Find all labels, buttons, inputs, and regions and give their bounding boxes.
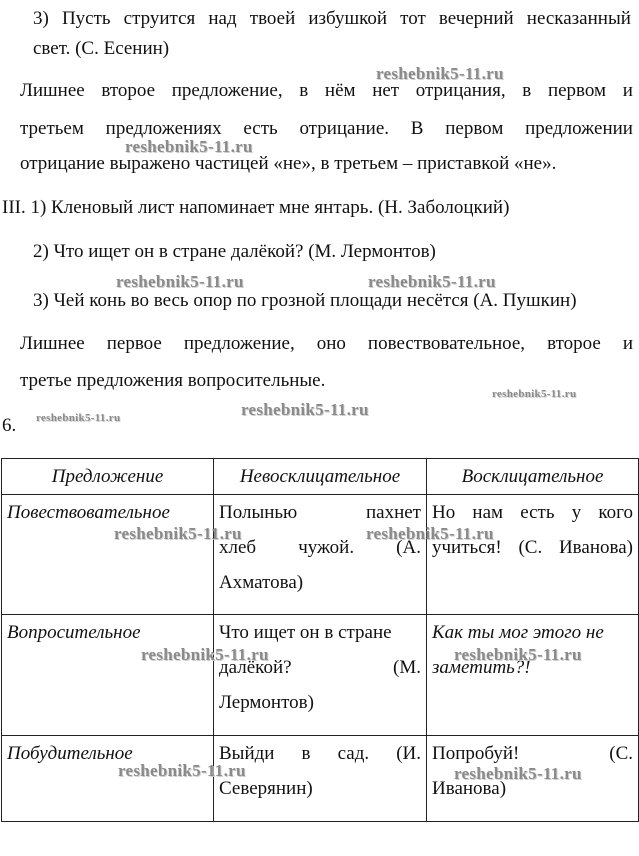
watermark: reshebnik5-11.ru bbox=[454, 645, 582, 664]
word: Лишнее bbox=[20, 80, 85, 101]
word: (М. bbox=[393, 657, 421, 678]
row-type-cell bbox=[2, 495, 214, 615]
section-3-sentence-2: 2) Что ищет он в стране далёкой? (М. Лермонтов) bbox=[33, 241, 436, 262]
word: (И. bbox=[396, 742, 421, 764]
word: оно bbox=[316, 333, 346, 354]
word: предложениях bbox=[105, 118, 222, 139]
explanation-2-line2: третье предложения вопросительные. bbox=[20, 370, 326, 391]
word: Иванова) bbox=[432, 777, 507, 799]
header-cell: Предложение bbox=[2, 459, 214, 495]
word: В bbox=[410, 118, 424, 139]
word: заметить?! bbox=[432, 657, 531, 678]
word: первом bbox=[547, 80, 607, 101]
watermark: reshebnik5-11.ru bbox=[114, 524, 242, 543]
watermark: reshebnik5-11.ru bbox=[125, 137, 253, 156]
exclamatory-cell bbox=[427, 495, 639, 615]
word: отрицание. bbox=[299, 118, 390, 139]
word: (А. bbox=[396, 537, 421, 559]
watermark: reshebnik5-11.ru bbox=[454, 764, 582, 783]
exclamatory-cell bbox=[427, 615, 639, 736]
row-type-cell bbox=[2, 615, 214, 736]
watermark: reshebnik5-11.ru bbox=[492, 388, 577, 400]
word: Что ищет он в стране bbox=[219, 622, 392, 643]
header-cell: Невосклицательное bbox=[214, 459, 427, 495]
word: предложение, bbox=[183, 333, 295, 354]
word: тот bbox=[400, 8, 426, 29]
word: предложение, bbox=[171, 80, 283, 101]
cell-line bbox=[219, 736, 421, 771]
word: предложении bbox=[525, 118, 633, 139]
table-row bbox=[2, 615, 639, 736]
word: нам bbox=[472, 502, 504, 524]
word: первое bbox=[106, 333, 162, 354]
word: Выйди bbox=[219, 742, 275, 764]
cell-line bbox=[219, 565, 421, 600]
section-3-sentence-1: III. 1) Кленовый лист напоминает мне янтарь. (Н. Заболоцкий) bbox=[2, 197, 510, 218]
non-exclamatory-cell bbox=[214, 495, 427, 615]
word: у bbox=[571, 502, 582, 524]
table-header-row bbox=[2, 459, 639, 495]
word: твоей bbox=[249, 8, 296, 29]
watermark: reshebnik5-11.ru bbox=[141, 645, 269, 664]
word: учиться! bbox=[432, 537, 502, 559]
watermark: reshebnik5-11.ru bbox=[368, 272, 496, 291]
explanation-1-line3: отрицание выражено частицей «не», в третьем – приставкой «не». bbox=[20, 153, 557, 174]
word: Попробуй! bbox=[432, 742, 520, 764]
cell-line bbox=[219, 771, 421, 806]
word: повествовательное, bbox=[367, 333, 526, 354]
word: в bbox=[522, 80, 532, 101]
explanation-1-line1 bbox=[20, 80, 633, 102]
word: отрицания, bbox=[415, 80, 506, 101]
word: Пусть bbox=[61, 8, 111, 29]
word: вечерний bbox=[438, 8, 514, 29]
watermark: reshebnik5-11.ru bbox=[241, 400, 369, 419]
sentence-item-3-line1 bbox=[33, 8, 631, 30]
word: пахнет bbox=[365, 502, 421, 524]
table-row bbox=[2, 495, 639, 615]
word: в bbox=[299, 80, 309, 101]
sentence-item-3-line2: свет. (С. Есенин) bbox=[33, 38, 170, 59]
explanation-2-line1 bbox=[20, 333, 633, 355]
watermark: reshebnik5-11.ru bbox=[366, 524, 494, 543]
word: несказанный bbox=[526, 8, 631, 29]
word: Лишнее bbox=[20, 333, 85, 354]
word: Северянин) bbox=[219, 777, 313, 799]
word: есть bbox=[520, 502, 555, 524]
task-number: 6. bbox=[2, 415, 17, 436]
watermark: reshebnik5-11.ru bbox=[36, 412, 121, 424]
word: далёкой? bbox=[219, 657, 292, 678]
word: Лермонтов) bbox=[219, 692, 314, 713]
word: Ахматова) bbox=[219, 572, 304, 594]
word: Как ты мог этого не bbox=[432, 622, 604, 643]
explanation-1-line2 bbox=[20, 118, 633, 140]
word: первом bbox=[445, 118, 504, 139]
word: кого bbox=[598, 502, 633, 524]
row-type-label: Побудительное bbox=[7, 742, 133, 764]
word: (С. bbox=[609, 742, 633, 764]
word: Но bbox=[432, 502, 456, 524]
word: чужой. bbox=[298, 537, 355, 559]
word: нет bbox=[372, 80, 400, 101]
word: Полынью bbox=[219, 502, 298, 524]
word: в bbox=[301, 742, 311, 764]
non-exclamatory-cell bbox=[214, 615, 427, 736]
row-type-label: Повествовательное bbox=[7, 502, 170, 524]
word: 3) bbox=[33, 8, 49, 29]
watermark: reshebnik5-11.ru bbox=[376, 64, 504, 83]
word: второе bbox=[101, 80, 156, 101]
word: струится bbox=[123, 8, 196, 29]
word: избушкой bbox=[308, 8, 388, 29]
word: сад. bbox=[337, 742, 370, 764]
watermark: reshebnik5-11.ru bbox=[116, 272, 244, 291]
word: (С. bbox=[518, 537, 543, 559]
header-cell: Восклицательное bbox=[427, 459, 639, 495]
word: и bbox=[622, 333, 633, 354]
word: нём bbox=[324, 80, 356, 101]
row-type-label: Вопросительное bbox=[7, 622, 141, 643]
word: есть bbox=[243, 118, 278, 139]
watermark: reshebnik5-11.ru bbox=[118, 761, 246, 780]
word: Иванова) bbox=[558, 537, 633, 559]
word: хлеб bbox=[219, 537, 257, 559]
section-3-sentence-3: 3) Чей конь во весь опор по грозной площади несётся (А. Пушкин) bbox=[33, 290, 577, 311]
cell-line bbox=[219, 685, 421, 720]
word: над bbox=[208, 8, 237, 29]
word: и bbox=[622, 80, 633, 101]
word: третьем bbox=[20, 118, 84, 139]
word: второе bbox=[547, 333, 601, 354]
